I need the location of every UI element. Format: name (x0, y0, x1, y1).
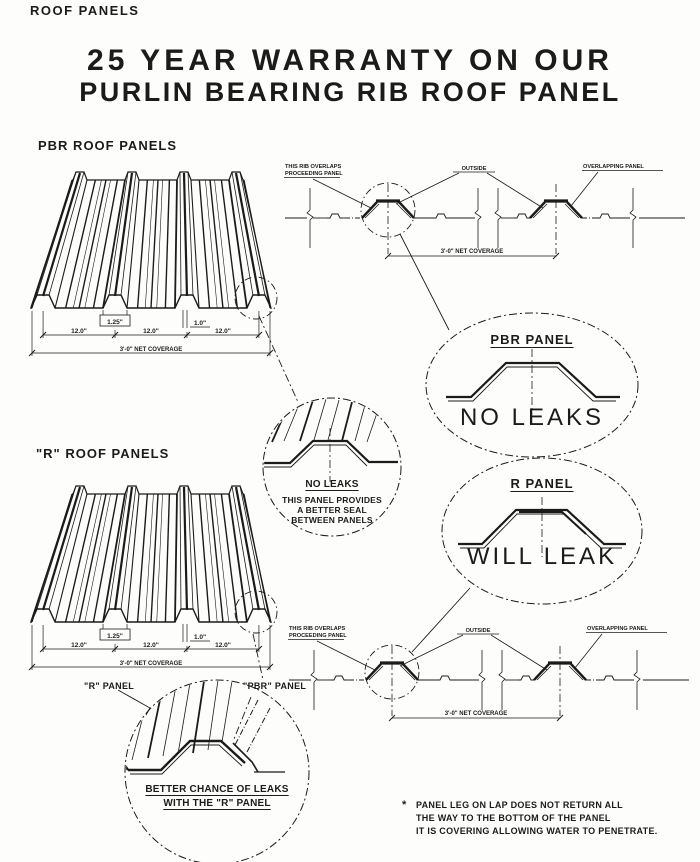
detail-r-title: R PANEL (510, 476, 574, 491)
detail-pbr-verdict: NO LEAKS (459, 404, 605, 431)
page-title-line1: 25 YEAR WARRANTY ON OUR (87, 44, 613, 77)
page-kicker: ROOF PANELS (30, 3, 140, 18)
callout-r-panel: "R" PANEL (84, 681, 135, 691)
label-overlapping-panel: OVERLAPPING PANEL (583, 164, 644, 170)
label-outside: OUTSIDE (465, 628, 491, 634)
label-rib-overlaps-1: THIS RIB OVERLAPS (289, 626, 346, 632)
dim-rib-height: 1.25" (107, 633, 123, 640)
dim-span-3: 12.0" (215, 642, 231, 649)
detail-seal-line1: THIS PANEL PROVIDES (282, 495, 382, 505)
label-net-coverage: 3'-0" NET COVERAGE (440, 249, 504, 255)
detail-seal-line2: A BETTER SEAL (297, 505, 367, 515)
footnote-line2: THE WAY TO THE BOTTOM OF THE PANEL (416, 813, 611, 823)
detail-seal-title: NO LEAKS (305, 479, 359, 490)
dim-rib-height: 1.25" (107, 319, 123, 326)
callout-pbr-panel: "PBR" PANEL (243, 681, 307, 691)
label-net-coverage: 3'-0" NET COVERAGE (444, 711, 508, 717)
label-rib-overlaps-1: THIS RIB OVERLAPS (285, 164, 342, 170)
dim-span-1: 12.0" (71, 328, 87, 335)
detail-leak-line1: BETTER CHANCE OF LEAKS (145, 784, 289, 795)
footnote-line1: PANEL LEG ON LAP DOES NOT RETURN ALL (416, 800, 623, 810)
detail-seal-line3: BETWEEN PANELS (291, 515, 373, 525)
detail-leak-line2: WITH THE "R" PANEL (163, 798, 271, 809)
detail-pbr-title: PBR PANEL (490, 332, 574, 347)
label-outside: OUTSIDE (461, 166, 487, 172)
dim-coverage: 3'-0" NET COVERAGE (119, 347, 183, 353)
footnote-line3: IT IS COVERING ALLOWING WATER TO PENETRATE. (416, 826, 658, 836)
dim-coverage: 3'-0" NET COVERAGE (119, 661, 183, 667)
page-title-line2: PURLIN BEARING RIB ROOF PANEL (79, 77, 621, 107)
footnote-asterisk: * (402, 799, 407, 811)
r-section-heading: "R" ROOF PANELS (36, 446, 170, 461)
dim-minor-rib: 1.0" (193, 634, 207, 641)
dim-span-1: 12.0" (71, 642, 87, 649)
pbr-section-heading: PBR ROOF PANELS (38, 138, 177, 153)
label-overlapping-panel: OVERLAPPING PANEL (587, 626, 648, 632)
label-rib-overlaps-2: PROCEEDING PANEL (289, 633, 347, 639)
dim-span-2: 12.0" (143, 328, 159, 335)
dim-minor-rib: 1.0" (193, 320, 207, 327)
dim-span-2: 12.0" (143, 642, 159, 649)
detail-r-verdict: WILL LEAK (466, 543, 618, 570)
label-rib-overlaps-2: PROCEEDING PANEL (285, 171, 343, 177)
dim-span-3: 12.0" (215, 328, 231, 335)
